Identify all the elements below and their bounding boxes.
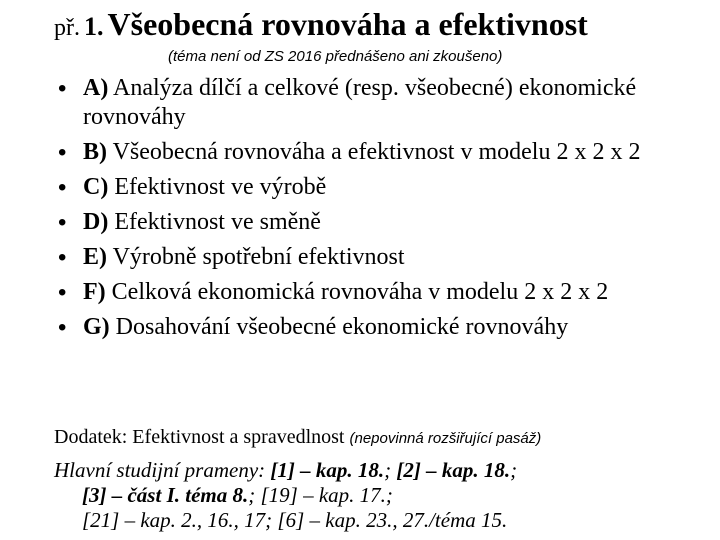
list-item: [58, 74, 708, 132]
source-ref: [2] – kap. 18.: [396, 458, 511, 482]
subtitle-note: (téma není od ZS 2016 přednášeno ani zkoušeno): [168, 48, 503, 65]
item-text: Výrobně spotřební efektivnost: [112, 244, 405, 270]
list-item: [58, 243, 708, 272]
item-letter: G): [83, 314, 110, 340]
source-refs: ; [19] – kap. 17.;: [248, 483, 393, 507]
sources-line-2: [54, 483, 714, 508]
item-letter: D): [83, 209, 109, 235]
source-sep: ;: [510, 458, 518, 482]
bullet-icon: •: [58, 279, 67, 306]
item-text: Všeobecná rovnováha a efektivnost v modelu 2 x 2 x 2: [112, 139, 641, 165]
title-text: Všeobecná rovnováha a efektivnost: [107, 6, 588, 42]
addendum-note: (nepovinná rozšiřující pasáž): [349, 430, 542, 447]
list-item: [58, 173, 708, 202]
source-sep: ;: [384, 458, 397, 482]
bullet-icon: •: [58, 314, 67, 341]
page-title: [54, 8, 588, 40]
item-text: Celková ekonomická rovnováha v modelu 2 x 2 x 2: [111, 279, 609, 305]
bullet-icon: •: [58, 75, 67, 102]
list-item: [58, 313, 708, 342]
item-letter: B): [83, 139, 107, 165]
title-number: 1.: [84, 12, 104, 41]
item-letter: A): [83, 75, 109, 101]
bullet-icon: •: [58, 139, 67, 166]
sources-line-1: [54, 458, 714, 483]
list-item: [58, 138, 708, 167]
addendum-text: Dodatek: Efektivnost a spravedlnost: [54, 426, 345, 448]
topic-list: [58, 74, 708, 348]
bullet-icon: •: [58, 174, 67, 201]
title-prefix: př.: [54, 15, 80, 41]
item-letter: C): [83, 174, 109, 200]
item-text: Efektivnost ve výrobě: [114, 174, 327, 200]
bullet-icon: •: [58, 209, 67, 236]
sources-line-3: [21] – kap. 2., 16., 17; [6] – kap. 23., 27./téma 15.: [82, 508, 508, 532]
item-text: Dosahování všeobecné ekonomické rovnováhy: [115, 314, 569, 340]
sources-label: Hlavní studijní prameny:: [54, 458, 266, 482]
item-letter: E): [83, 244, 107, 270]
bullet-icon: •: [58, 244, 67, 271]
sources-block: [54, 458, 714, 533]
list-item: [58, 208, 708, 237]
item-text: Analýza dílčí a celkové (resp. všeobecné) ekonomické rovnováhy: [83, 75, 637, 130]
item-text: Efektivnost ve směně: [114, 209, 321, 235]
source-ref: [1] – kap. 18.: [270, 458, 385, 482]
list-item: [58, 278, 708, 307]
source-ref: [3] – část I. téma 8.: [82, 483, 249, 507]
addendum-line: [54, 426, 541, 449]
item-letter: F): [83, 279, 106, 305]
